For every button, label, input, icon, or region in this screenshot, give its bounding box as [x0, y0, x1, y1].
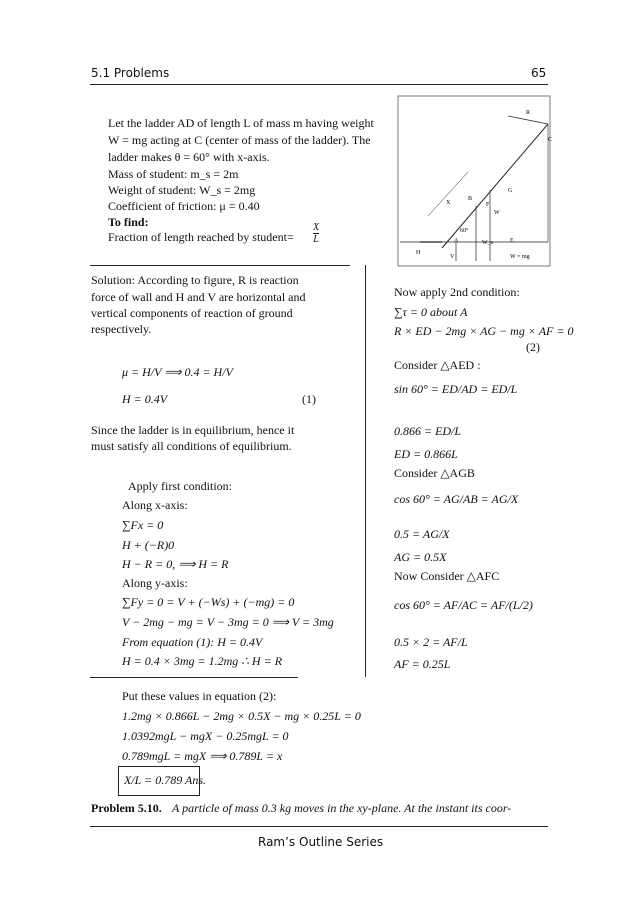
final-line-1: Put these values in equation (2):: [122, 689, 277, 703]
figure-label: B: [468, 196, 473, 202]
figure-label: V: [450, 254, 455, 260]
problem-text: A particle of mass 0.3 kg moves in the xy-plane. At the instant its coor-: [172, 801, 512, 815]
figure-label: X: [446, 200, 451, 206]
solution-line-1: Solution: According to figure, R is reaction: [91, 273, 299, 287]
afc-2: 0.5 × 2 = AF/L: [394, 635, 468, 649]
aed-title: Consider △AED :: [394, 358, 481, 372]
first-cond-9: From equation (1): H = 0.4V: [122, 635, 263, 649]
dimension-x: [428, 172, 468, 216]
given-line-5: Weight of student: W_s = 2mg: [108, 183, 256, 197]
afc-3: AF = 0.25L: [394, 657, 451, 671]
eq1-tag: (1): [302, 392, 316, 406]
first-cond-3: ∑Fx = 0: [122, 518, 164, 532]
agb-1: cos 60° = AG/AB = AG/X: [394, 492, 519, 506]
aed-3: ED = 0.866L: [394, 447, 458, 461]
header-rule: [90, 84, 548, 85]
final-line-4: 0.789mgL = mgX ⟹ 0.789L = x: [122, 749, 283, 763]
afc-title: Now Consider △AFC: [394, 569, 500, 583]
agb-3: AG = 0.5X: [394, 550, 447, 564]
first-cond-2: Along x-axis:: [122, 498, 188, 512]
solution-line-4: respectively.: [91, 322, 152, 336]
given-line-1: Let the ladder AD of length L of mass m having weight: [108, 116, 374, 130]
given-line-2: W = mg acting at C (center of mass of the ladder). The: [108, 133, 371, 147]
solution-line-2: force of wall and H and V are horizontal and: [91, 290, 306, 304]
ladder-figure: [398, 96, 553, 266]
first-cond-5: H − R = 0, ⟹ H = R: [122, 557, 229, 571]
page-number: 65: [531, 66, 547, 80]
to-find-fraction: [313, 222, 319, 245]
figure-label: A: [454, 238, 459, 244]
first-cond-1: Apply first condition:: [128, 479, 232, 493]
figure-label: E: [510, 238, 514, 244]
aed-1: sin 60° = ED/AD = ED/L: [394, 382, 518, 396]
eq-mu: μ = H/V ⟹ 0.4 = H/V: [122, 365, 233, 379]
given-line-3: ladder makes θ = 60° with x-axis.: [108, 150, 270, 164]
agb-title: Consider △AGB: [394, 466, 475, 480]
second-line-1: Now apply 2nd condition:: [394, 285, 520, 299]
second-line-2: ∑τ = 0 about A: [394, 305, 468, 319]
column-divider: [365, 265, 366, 677]
solution-line-3: vertical components of reaction of ground: [91, 306, 293, 320]
problem-label: Problem 5.10.: [91, 801, 162, 815]
final-line-3: 1.0392mgL − mgX − 0.25mgL = 0: [122, 729, 289, 743]
arrow-r: [508, 116, 548, 124]
to-find-label: To find:: [108, 215, 149, 229]
first-cond-4: H + (−R)0: [122, 538, 175, 552]
given-line-6: Coefficient of friction: μ = 0.40: [108, 199, 260, 213]
first-cond-8: V − 2mg − mg = V − 3mg = 0 ⟹ V = 3mg: [122, 615, 334, 629]
answer-text: X/L = 0.789 Ans.: [124, 773, 207, 787]
figure-label: W: [494, 210, 500, 216]
afc-1: cos 60° = AF/AC = AF/(L/2): [394, 598, 533, 612]
to-find-num: X: [313, 222, 320, 233]
agb-2: 0.5 = AG/X: [394, 527, 450, 541]
eq2-tag: (2): [526, 340, 540, 354]
given-line-4: Mass of student: m_s = 2m: [108, 167, 239, 181]
second-line-3: R × ED − 2mg × AG − mg × AF = 0: [394, 324, 574, 338]
first-cond-6: Along y-axis:: [122, 576, 188, 590]
eq-h: H = 0.4V: [122, 392, 168, 406]
solution-bottom-rule: [90, 677, 298, 678]
final-line-2: 1.2mg × 0.866L − 2mg × 0.5X − mg × 0.25L = 0: [122, 709, 361, 723]
footer-rule: [90, 826, 548, 827]
section-header: 5.1 Problems: [91, 66, 170, 80]
figure-label: C: [548, 137, 553, 143]
ladder-line: [442, 124, 548, 248]
figure-label: W_s: [482, 240, 493, 246]
equilibrium-line-1: Since the ladder is in equilibrium, hence it: [91, 423, 295, 437]
first-cond-10: H = 0.4 × 3mg = 1.2mg ∴ H = R: [122, 654, 283, 668]
figure-label: G: [508, 188, 513, 194]
figure-label: W = mg: [510, 254, 530, 260]
to-find-den: L: [313, 234, 319, 245]
figure-label: F: [486, 202, 490, 208]
solution-top-rule: [90, 265, 350, 266]
figure-label: H: [416, 250, 421, 256]
footer-series: Ram’s Outline Series: [258, 835, 384, 849]
aed-2: 0.866 = ED/L: [394, 424, 462, 438]
to-find-text: Fraction of length reached by student=: [108, 230, 294, 244]
equilibrium-line-2: must satisfy all conditions of equilibrium.: [91, 439, 292, 453]
figure-frame: [398, 96, 553, 266]
figure-label: R: [526, 110, 531, 116]
figure-label: 60°: [460, 228, 469, 234]
first-cond-7: ∑Fy = 0 = V + (−Ws) + (−mg) = 0: [122, 595, 295, 609]
